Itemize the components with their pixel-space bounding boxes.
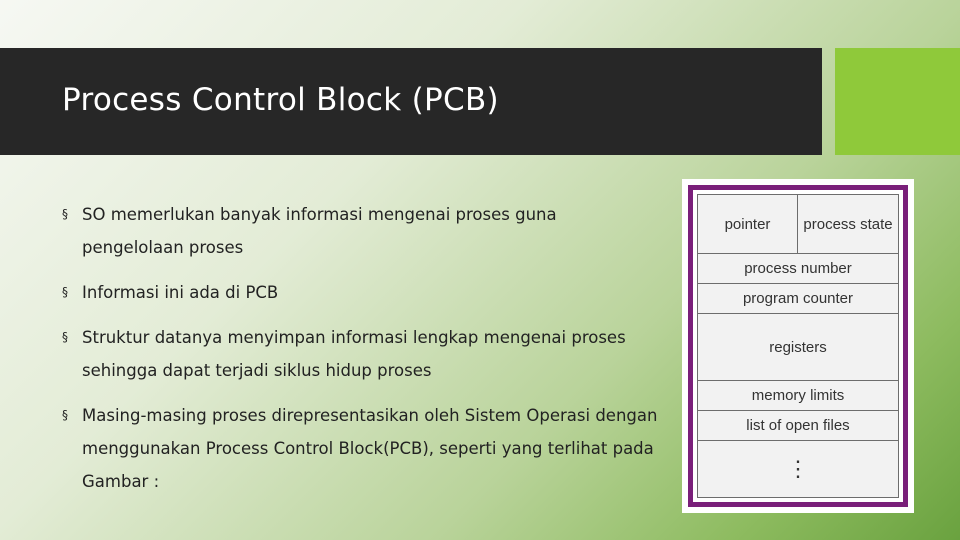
ellipsis-icon: ⋮ — [787, 456, 809, 481]
pcb-row-process-number: process number — [698, 254, 898, 284]
bullet-text: Informasi ini ada di PCB — [82, 283, 279, 302]
slide-title: Process Control Block (PCB) — [62, 82, 499, 118]
pcb-cell-process-state: process state — [803, 215, 893, 233]
pcb-row-program-counter: program counter — [698, 284, 898, 314]
pcb-row-pointer-state — [698, 195, 898, 254]
bullet-icon: § — [62, 285, 68, 299]
bullet-icon: § — [62, 408, 68, 422]
pcb-figure — [682, 179, 914, 513]
pcb-cell-pointer: pointer — [698, 195, 798, 253]
bullet-list — [62, 198, 662, 510]
bullet-text: Struktur datanya menyimpan informasi lengkap mengenai proses sehingga dapat terjadi siklus hidup proses — [82, 328, 626, 380]
bullet-item — [62, 321, 662, 387]
bullet-item — [62, 399, 662, 498]
pcb-row-registers: registers — [698, 314, 898, 381]
accent-block — [835, 48, 960, 155]
pcb-row-open-files: list of open files — [698, 411, 898, 441]
bullet-icon: § — [62, 207, 68, 221]
bullet-item — [62, 276, 662, 309]
bullet-icon: § — [62, 330, 68, 344]
pcb-row-more — [698, 441, 898, 497]
pcb-border — [688, 185, 908, 507]
bullet-text: SO memerlukan banyak informasi mengenai proses guna pengelolaan proses — [82, 205, 557, 257]
pcb-table — [697, 194, 899, 498]
bullet-text: Masing-masing proses direpresentasikan oleh Sistem Operasi dengan menggunakan Process Control Block(PCB), seperti yang terlihat pada Gambar : — [82, 406, 658, 491]
bullet-item — [62, 198, 662, 264]
pcb-row-memory-limits: memory limits — [698, 381, 898, 411]
